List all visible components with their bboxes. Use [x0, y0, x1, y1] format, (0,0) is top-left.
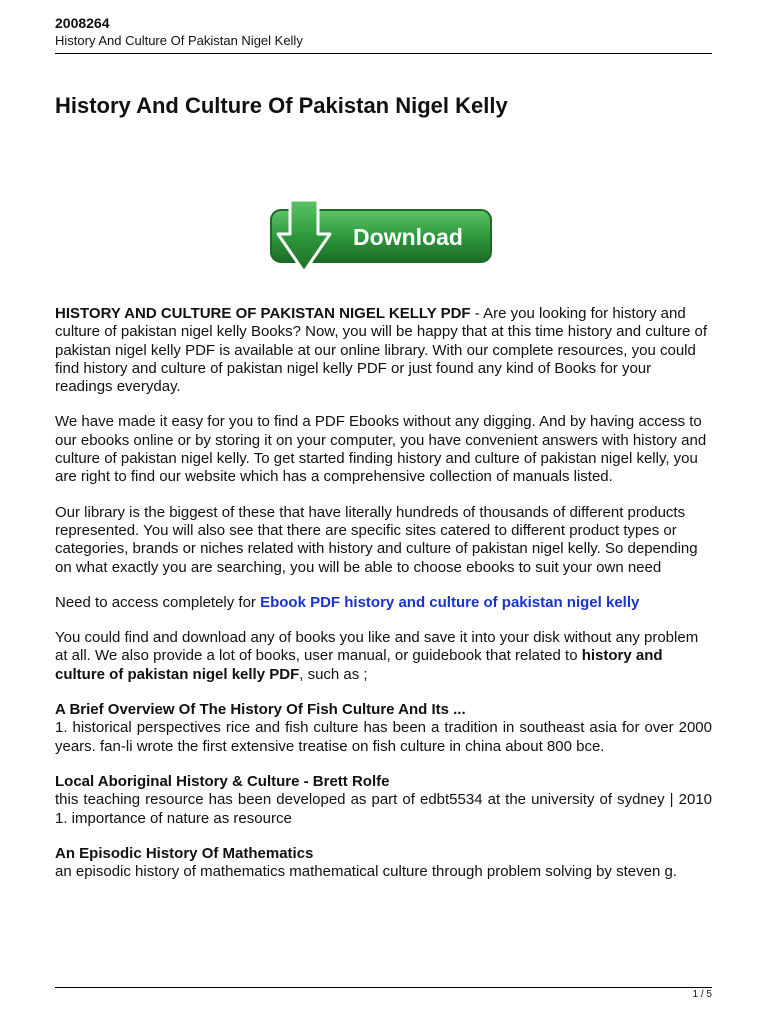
- related-entry-title: An Episodic History Of Mathematics: [55, 844, 314, 862]
- related-entry-title: A Brief Overview Of The History Of Fish Culture And Its ...: [55, 701, 466, 719]
- document-body: [55, 305, 712, 898]
- access-paragraph: [55, 594, 712, 612]
- paragraph-5-tail: , such as ;: [299, 665, 368, 683]
- footer-divider: [55, 987, 712, 988]
- header-document-code: 2008264: [55, 15, 110, 31]
- intro-text: - Are you looking for history and culture of pakistan nigel kelly Books? Now, you will be happy that at this time history and culture of pakistan nigel kelly PDF is available at our online library. With our complete resources, you could find history and culture of pakistan nigel kelly PDF or just found any kind of Books for your readings everyday.: [55, 305, 708, 396]
- intro-paragraph: [55, 305, 712, 396]
- access-text: Need to access completely for: [55, 593, 261, 611]
- download-button-label: Download: [353, 224, 463, 250]
- ebook-pdf-link[interactable]: Ebook PDF history and culture of pakistan nigel kelly: [260, 593, 640, 611]
- page-number: 1 / 5: [692, 989, 712, 1000]
- related-entry-text: this teaching resource has been developed as part of edbt5534 at the university of sydney | 2010 1. importance of nature as resource: [55, 791, 712, 827]
- intro-lead: HISTORY AND CULTURE OF PAKISTAN NIGEL KELLY PDF: [55, 305, 471, 322]
- paragraph-5-text: You could find and download any of books you like and save it into your disk without any problem at all. We also provide a lot of books, user manual, or guidebook that related to: [55, 629, 699, 665]
- related-entry-text: an episodic history of mathematics mathematical culture through problem solving by steven g.: [55, 863, 677, 881]
- related-entry: [55, 845, 712, 882]
- page-title: History And Culture Of Pakistan Nigel Kelly: [55, 93, 508, 118]
- related-entry-text: 1. historical perspectives rice and fish culture has been a tradition in southeast asia for over 2000 years. fan-li wrote the first extensive treatise on fish culture in china about 800 bce.: [55, 719, 712, 755]
- paragraph-3: Our library is the biggest of these that have literally hundreds of thousands of different products represented. You will also see that there are specific sites catered to different product types or categories, brands or niches related with history and culture of pakistan nigel kelly. So depending on what exactly you are searching, you will be able to choose ebooks to suit your own need: [55, 503, 698, 576]
- download-button[interactable]: [268, 196, 494, 276]
- related-entry-title: Local Aboriginal History & Culture - Brett Rolfe: [55, 772, 390, 790]
- paragraph-2: We have made it easy for you to find a PDF Ebooks without any digging. And by having access to our ebooks online or by storing it on your computer, you have convenient answers with history and culture of pakistan nigel kelly. To get started finding history and culture of pakistan nigel kelly, you are right to find our website which has a comprehensive collection of manuals listed.: [55, 413, 707, 486]
- header-document-title: History And Culture Of Pakistan Nigel Kelly: [55, 33, 303, 48]
- header-divider: [55, 53, 712, 54]
- paragraph-5: [55, 629, 712, 684]
- paragraph-5-bold: history and culture of pakistan nigel kelly PDF: [55, 647, 663, 683]
- related-entry: [55, 701, 712, 756]
- related-entry: [55, 773, 712, 828]
